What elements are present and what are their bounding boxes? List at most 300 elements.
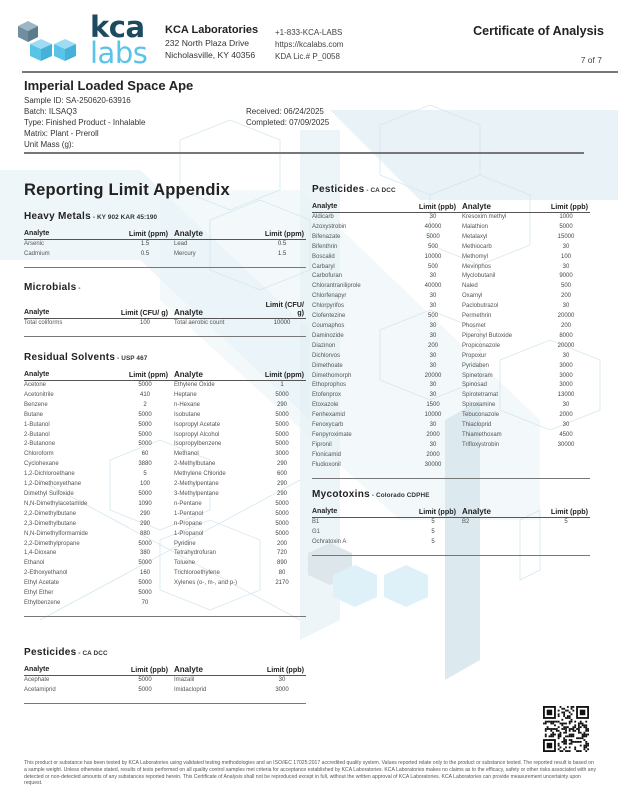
analyte-name: Dimethoate bbox=[312, 362, 343, 369]
analyte-name bbox=[458, 538, 542, 551]
section-title bbox=[24, 352, 306, 363]
analyte-name: Acephate bbox=[24, 677, 50, 683]
analyte-name: 2-Butanol bbox=[24, 431, 50, 438]
limit-value: 30 bbox=[429, 214, 437, 220]
limit-value: 30000 bbox=[557, 441, 575, 448]
table-row bbox=[312, 352, 590, 362]
analyte-name: Metalaxyl bbox=[462, 233, 488, 240]
analyte-name: Xylenes (o-, m-, and p-) bbox=[174, 580, 238, 587]
analyte-name bbox=[458, 451, 542, 461]
analyte-name: Permethrin bbox=[462, 313, 492, 320]
limit-value: 5000 bbox=[138, 490, 152, 497]
limit-value: 890 bbox=[276, 560, 287, 567]
analyte-name: Cyclohexane bbox=[24, 461, 59, 468]
qr-code-icon[interactable] bbox=[543, 706, 589, 752]
kca-labs-logo bbox=[14, 10, 154, 70]
limit-value: 290 bbox=[139, 520, 150, 527]
limit-value: 60 bbox=[141, 451, 149, 458]
table-header-row bbox=[24, 371, 306, 381]
table-row bbox=[312, 322, 590, 332]
limit-value: 40000 bbox=[424, 223, 442, 230]
table-row bbox=[312, 223, 590, 233]
section-title-text: Pesticides bbox=[24, 647, 77, 658]
limit-value: 80 bbox=[278, 570, 286, 577]
analyte-name: Fenoxycarb bbox=[312, 422, 344, 429]
document-title: Certificate of Analysis bbox=[473, 24, 604, 38]
limit-header: Limit (ppm) bbox=[258, 230, 306, 240]
table-row bbox=[24, 470, 306, 480]
analyte-name: Flonicamid bbox=[312, 451, 342, 458]
analyte-name: Carbofuran bbox=[312, 273, 343, 280]
table-row bbox=[312, 213, 590, 223]
limit-value: 5000 bbox=[426, 233, 440, 240]
analyte-name: Phosmet bbox=[462, 322, 486, 329]
analyte-name: Kresoxim methyl bbox=[462, 214, 507, 220]
limit-value: 2000 bbox=[426, 451, 440, 458]
limit-header: Limit (ppm) bbox=[120, 371, 170, 381]
analyte-name: Etoxazole bbox=[312, 402, 339, 409]
section-divider bbox=[24, 616, 306, 618]
limit-value: 3000 bbox=[275, 686, 289, 693]
limit-value: 290 bbox=[276, 401, 287, 408]
limit-value bbox=[542, 528, 590, 538]
section-heavy-metals bbox=[24, 211, 306, 268]
analyte-name: Lead bbox=[174, 241, 188, 247]
section-title bbox=[312, 489, 590, 500]
limit-value: 5000 bbox=[138, 686, 152, 693]
analyte-name: Naled bbox=[462, 283, 478, 290]
limit-value: 2000 bbox=[559, 412, 573, 419]
analyte-name: Chlorfenapyr bbox=[312, 293, 347, 300]
analyte-name: Boscalid bbox=[312, 253, 335, 260]
limit-value: 1500 bbox=[426, 402, 440, 409]
table-row bbox=[312, 362, 590, 372]
limit-value: 200 bbox=[560, 322, 571, 329]
limit-value: 5000 bbox=[559, 223, 573, 230]
batch: Batch: ILSAQ3 bbox=[24, 107, 77, 116]
analyte-name: n-Hexane bbox=[174, 401, 201, 408]
limit-value: 3000 bbox=[275, 451, 289, 458]
table-row bbox=[312, 451, 590, 461]
limit-value: 20000 bbox=[557, 313, 575, 320]
analyte-name: Propoxur bbox=[462, 352, 487, 359]
table-row bbox=[24, 676, 306, 686]
analyte-name: Dimethyl Sulfoxide bbox=[24, 490, 74, 497]
limit-header: Limit (ppb) bbox=[542, 508, 590, 518]
limit-value: 5000 bbox=[138, 431, 152, 438]
limit-header: Limit (CFU/ g) bbox=[258, 301, 306, 319]
analyte-name: Coumaphos bbox=[312, 322, 345, 329]
limit-value: 200 bbox=[560, 293, 571, 300]
limit-value bbox=[542, 451, 590, 461]
limit-value: 5000 bbox=[138, 382, 152, 388]
limit-value: 100 bbox=[139, 320, 150, 326]
limits-table bbox=[312, 203, 590, 474]
analyte-name: Butane bbox=[24, 411, 44, 418]
limit-value: 5000 bbox=[275, 441, 289, 448]
analyte-name: 2,3-Dimethylbutane bbox=[24, 520, 77, 527]
lab-address-line2: Nicholasville, KY 40356 bbox=[165, 50, 256, 60]
section-regulation: - KY 902 KAR 45:190 bbox=[90, 214, 158, 221]
table-row bbox=[24, 579, 306, 589]
limit-value: 30 bbox=[429, 303, 437, 310]
table-header-row bbox=[24, 230, 306, 240]
analyte-name: Spirotetramat bbox=[462, 392, 499, 399]
analyte-name: N,N-Dimethylacetamide bbox=[24, 500, 88, 507]
analyte-name: Mevinphos bbox=[462, 263, 492, 270]
analyte-name: Fenhexamid bbox=[312, 412, 346, 419]
limit-value: 380 bbox=[139, 550, 150, 557]
analyte-header: Analyte bbox=[458, 508, 542, 518]
table-row bbox=[24, 549, 306, 559]
limit-value: 290 bbox=[139, 510, 150, 517]
table-header-row bbox=[312, 508, 590, 518]
analyte-name: Methomyl bbox=[462, 253, 489, 260]
table-row bbox=[312, 461, 590, 474]
table-row bbox=[312, 233, 590, 243]
limit-value: 9000 bbox=[559, 273, 573, 280]
table-row bbox=[24, 589, 306, 599]
table-row bbox=[312, 411, 590, 421]
section-title-text: Pesticides bbox=[312, 184, 365, 195]
page-number: 7 of 7 bbox=[580, 55, 602, 65]
analyte-name: Mercury bbox=[174, 250, 196, 257]
analyte-name: Toluene bbox=[174, 560, 196, 567]
limit-value: 500 bbox=[427, 243, 438, 250]
analyte-header: Analyte bbox=[170, 371, 258, 381]
section-title bbox=[24, 282, 306, 293]
table-row bbox=[24, 599, 306, 612]
section-pesticides-left bbox=[24, 647, 306, 704]
analyte-name: Heptane bbox=[174, 391, 197, 398]
received-date: Received: 06/24/2025 bbox=[246, 107, 324, 116]
limit-value: 5 bbox=[431, 538, 435, 545]
lab-phone: +1-833-KCA-LABS bbox=[275, 28, 343, 37]
analyte-name bbox=[458, 461, 542, 474]
limit-header: Limit (ppm) bbox=[120, 230, 170, 240]
limit-value: 10000 bbox=[424, 412, 442, 419]
sample-id: Sample ID: SA-250620-63916 bbox=[24, 96, 131, 105]
table-row bbox=[312, 518, 590, 528]
analyte-name: Pyridine bbox=[174, 540, 196, 547]
analyte-name: Myclobutanil bbox=[462, 273, 496, 280]
limit-value: 30 bbox=[562, 422, 570, 429]
analyte-name: Cadmium bbox=[24, 250, 50, 257]
analyte-name: Etofenprox bbox=[312, 392, 342, 399]
limits-table bbox=[24, 230, 306, 263]
analyte-name: Spinosad bbox=[462, 382, 488, 389]
analyte-name: Methiocarb bbox=[462, 243, 492, 250]
section-title-text: Heavy Metals bbox=[24, 211, 91, 222]
limit-value: 2 bbox=[143, 401, 147, 408]
analyte-header: Analyte bbox=[24, 301, 120, 319]
section-mycotoxins bbox=[312, 489, 590, 556]
table-row bbox=[312, 381, 590, 391]
table-row bbox=[24, 530, 306, 540]
table-row bbox=[312, 253, 590, 263]
table-row bbox=[312, 372, 590, 382]
limit-value: 100 bbox=[139, 481, 150, 488]
table-row bbox=[312, 272, 590, 282]
sample-meta bbox=[24, 95, 145, 150]
limit-value: 10000 bbox=[424, 253, 442, 260]
limit-value: 5000 bbox=[138, 441, 152, 448]
section-title bbox=[24, 647, 306, 658]
limit-value: 5000 bbox=[275, 391, 289, 398]
limit-value: 5000 bbox=[275, 510, 289, 517]
limits-table bbox=[312, 508, 590, 551]
limit-value: 30 bbox=[429, 382, 437, 389]
analyte-name: Isopropylbenzene bbox=[174, 441, 222, 448]
analyte-name: Dimethomorph bbox=[312, 372, 352, 379]
table-row bbox=[312, 401, 590, 411]
cubes-logo-icon bbox=[14, 18, 80, 66]
limit-value bbox=[542, 538, 590, 551]
limit-value: 30 bbox=[429, 332, 437, 339]
analyte-name: 1,2-Dichloroethane bbox=[24, 471, 75, 478]
analyte-name: Chlorpyrifos bbox=[312, 303, 345, 310]
limit-value: 5000 bbox=[275, 421, 289, 428]
analyte-name: 1,4-Dioxane bbox=[24, 550, 57, 557]
analyte-name: Propiconazole bbox=[462, 342, 501, 349]
table-row bbox=[24, 421, 306, 431]
analyte-name: Isopropyl Alcohol bbox=[174, 431, 220, 438]
analyte-name: Azoxystrobin bbox=[312, 223, 347, 230]
limit-value: 5000 bbox=[275, 500, 289, 507]
limit-value: 0.5 bbox=[140, 250, 150, 257]
table-header-row bbox=[24, 301, 306, 319]
limit-value: 290 bbox=[276, 481, 287, 488]
logo-text-labs: labs bbox=[90, 36, 148, 70]
analyte-name: Malathion bbox=[462, 223, 489, 230]
analyte-name: 1-Propanol bbox=[174, 530, 204, 537]
analyte-name: 2-Methylbutane bbox=[174, 461, 216, 468]
section-regulation: - bbox=[76, 285, 81, 292]
limit-value: 30000 bbox=[424, 461, 442, 468]
table-row bbox=[24, 490, 306, 500]
analyte-name: Piperonyl Butoxide bbox=[462, 332, 513, 339]
analyte-name: B2 bbox=[462, 519, 470, 525]
lab-website-link[interactable]: https://kcalabs.com bbox=[275, 40, 344, 49]
section-divider bbox=[312, 555, 590, 557]
analyte-header: Analyte bbox=[24, 371, 120, 381]
analyte-name: Acetone bbox=[24, 382, 47, 388]
analyte-name: Total coliforms bbox=[24, 320, 63, 326]
analyte-name: Fludioxonil bbox=[312, 461, 341, 468]
limit-value: 1.5 bbox=[140, 241, 150, 247]
sample-dates bbox=[246, 106, 329, 128]
analyte-name: Benzene bbox=[24, 401, 48, 408]
section-title-text: Microbials bbox=[24, 282, 77, 293]
analyte-name: Ethoprophos bbox=[312, 382, 347, 389]
table-row bbox=[24, 510, 306, 520]
limit-value: 1.5 bbox=[277, 250, 287, 257]
analyte-name: Aldicarb bbox=[312, 214, 334, 220]
analyte-name bbox=[458, 528, 542, 538]
table-row bbox=[24, 460, 306, 470]
table-row bbox=[312, 263, 590, 273]
limit-value: 30 bbox=[429, 322, 437, 329]
analyte-name: Trichloroethylene bbox=[174, 570, 220, 577]
table-row bbox=[312, 282, 590, 292]
limit-value: 2000 bbox=[426, 431, 440, 438]
limit-value: 40000 bbox=[424, 283, 442, 290]
section-pesticides bbox=[312, 184, 590, 479]
section-regulation: - USP 467 bbox=[115, 355, 148, 362]
limit-value: 410 bbox=[139, 391, 150, 398]
limit-value: 5 bbox=[431, 528, 435, 535]
analyte-name: Trifloxystrobin bbox=[462, 441, 500, 448]
table-row bbox=[24, 401, 306, 411]
analyte-name: Pyridaben bbox=[462, 362, 490, 369]
limit-header: Limit (ppm) bbox=[258, 371, 306, 381]
analyte-name: Oxamyl bbox=[462, 293, 483, 300]
analyte-name: 2-Methylpentane bbox=[174, 481, 219, 488]
analyte-name: N,N-Dimethylformamide bbox=[24, 530, 89, 537]
analyte-name: Methylene Chloride bbox=[174, 471, 226, 478]
section-divider bbox=[24, 267, 306, 269]
limits-table bbox=[24, 371, 306, 612]
limit-value: 2170 bbox=[275, 580, 289, 587]
analyte-name: 2,2-Dimethylbutane bbox=[24, 510, 77, 517]
limit-value: 200 bbox=[427, 342, 438, 349]
limit-value: 200 bbox=[276, 540, 287, 547]
analyte-name: G1 bbox=[312, 528, 321, 535]
limit-value: 30 bbox=[562, 303, 570, 310]
limit-value: 290 bbox=[276, 461, 287, 468]
analyte-name: Spiroxamine bbox=[462, 402, 496, 409]
limit-value: 30 bbox=[562, 402, 570, 409]
table-row bbox=[312, 302, 590, 312]
table-row bbox=[24, 440, 306, 450]
lab-name: KCA Laboratories bbox=[165, 24, 259, 36]
limit-value: 5000 bbox=[275, 520, 289, 527]
limit-value: 5000 bbox=[275, 431, 289, 438]
analyte-name: Daminozide bbox=[312, 332, 344, 339]
limit-value: 1090 bbox=[138, 500, 152, 507]
table-row bbox=[312, 441, 590, 451]
table-row bbox=[24, 480, 306, 490]
analyte-name: Acetonitrile bbox=[24, 391, 54, 398]
limit-header: Limit (ppb) bbox=[408, 508, 458, 518]
table-row bbox=[312, 292, 590, 302]
analyte-name: Ochratoxin A bbox=[312, 538, 347, 545]
table-row bbox=[24, 686, 306, 699]
limit-value: 5 bbox=[431, 519, 435, 525]
limit-value: 30 bbox=[429, 352, 437, 359]
analyte-name: Imazalil bbox=[174, 677, 195, 683]
header-divider bbox=[22, 71, 618, 73]
table-header-row bbox=[24, 666, 306, 676]
limit-value: 500 bbox=[560, 283, 571, 290]
section-regulation: - Colorado CDPHE bbox=[370, 492, 430, 499]
table-row bbox=[24, 559, 306, 569]
table-row bbox=[312, 243, 590, 253]
limit-value: 5000 bbox=[138, 411, 152, 418]
limit-header: Limit (ppb) bbox=[408, 203, 458, 213]
limit-value: 5000 bbox=[138, 540, 152, 547]
analyte-name: Arsenic bbox=[24, 241, 45, 247]
analyte-name: Isobutane bbox=[174, 411, 201, 418]
limit-value: 5000 bbox=[138, 421, 152, 428]
matrix: Matrix: Plant - Preroll bbox=[24, 129, 99, 138]
table-row bbox=[312, 312, 590, 322]
analyte-name: Ethylbenzene bbox=[24, 599, 61, 606]
limit-value: 3000 bbox=[559, 382, 573, 389]
table-row bbox=[312, 342, 590, 352]
logo-text-kca: kca bbox=[90, 10, 145, 44]
table-row bbox=[24, 381, 306, 391]
analyte-name: Imidacloprid bbox=[174, 686, 207, 693]
section-microbials bbox=[24, 282, 306, 337]
limit-value: 1 bbox=[280, 382, 284, 388]
analyte-name: 1-Pentanol bbox=[174, 510, 204, 517]
analyte-header: Analyte bbox=[24, 666, 120, 676]
table-header-row bbox=[312, 203, 590, 213]
section-regulation: - CA DCC bbox=[76, 650, 108, 657]
limit-value: 3000 bbox=[559, 372, 573, 379]
limit-value bbox=[258, 599, 306, 612]
lab-contact-block bbox=[275, 27, 343, 63]
limit-value: 5000 bbox=[275, 411, 289, 418]
analyte-name bbox=[170, 589, 258, 599]
limit-value: 3880 bbox=[138, 461, 152, 468]
limit-value: 5000 bbox=[138, 580, 152, 587]
lab-address-line1: 232 North Plaza Drive bbox=[165, 38, 250, 48]
limit-value: 30 bbox=[429, 293, 437, 300]
analyte-name: Thiacloprid bbox=[462, 422, 492, 429]
limit-value: 5 bbox=[143, 471, 147, 478]
table-row bbox=[312, 391, 590, 401]
limit-value: 500 bbox=[427, 263, 438, 270]
limit-header: Limit (CFU/ g) bbox=[120, 301, 170, 319]
table-row bbox=[24, 319, 306, 332]
section-divider bbox=[24, 336, 306, 338]
table-row bbox=[24, 411, 306, 421]
limit-value: 30 bbox=[278, 677, 286, 683]
table-row bbox=[312, 332, 590, 342]
limit-value: 720 bbox=[276, 550, 287, 557]
product-type: Type: Finished Product - Inhalable bbox=[24, 118, 146, 127]
analyte-name: Bifenthrin bbox=[312, 243, 338, 250]
analyte-name: Chloroform bbox=[24, 451, 54, 458]
table-row bbox=[24, 240, 306, 250]
limit-value: 0.5 bbox=[277, 241, 287, 247]
section-divider bbox=[312, 478, 590, 480]
limit-value: 30 bbox=[429, 362, 437, 369]
section-regulation: - CA DCC bbox=[364, 187, 396, 194]
section-title-text: Residual Solvents bbox=[24, 352, 116, 363]
limit-value bbox=[258, 589, 306, 599]
analyte-name: Methanol bbox=[174, 451, 199, 458]
product-name: Imperial Loaded Space Ape bbox=[24, 78, 194, 93]
limit-value: 880 bbox=[139, 530, 150, 537]
analyte-header: Analyte bbox=[312, 203, 408, 213]
completed-date: Completed: 07/09/2025 bbox=[246, 118, 330, 127]
analyte-header: Analyte bbox=[170, 301, 258, 319]
limit-value: 5 bbox=[564, 519, 568, 525]
limit-value: 5000 bbox=[138, 560, 152, 567]
limit-value: 600 bbox=[276, 471, 287, 478]
analyte-header: Analyte bbox=[170, 230, 258, 240]
limit-value: 160 bbox=[139, 570, 150, 577]
section-divider bbox=[24, 703, 306, 705]
lab-address-block bbox=[165, 24, 258, 61]
analyte-name: 2,2-Dimethylpropane bbox=[24, 540, 80, 547]
analyte-header: Analyte bbox=[458, 203, 542, 213]
limit-value: 30 bbox=[429, 392, 437, 399]
limit-value: 30 bbox=[562, 243, 570, 250]
